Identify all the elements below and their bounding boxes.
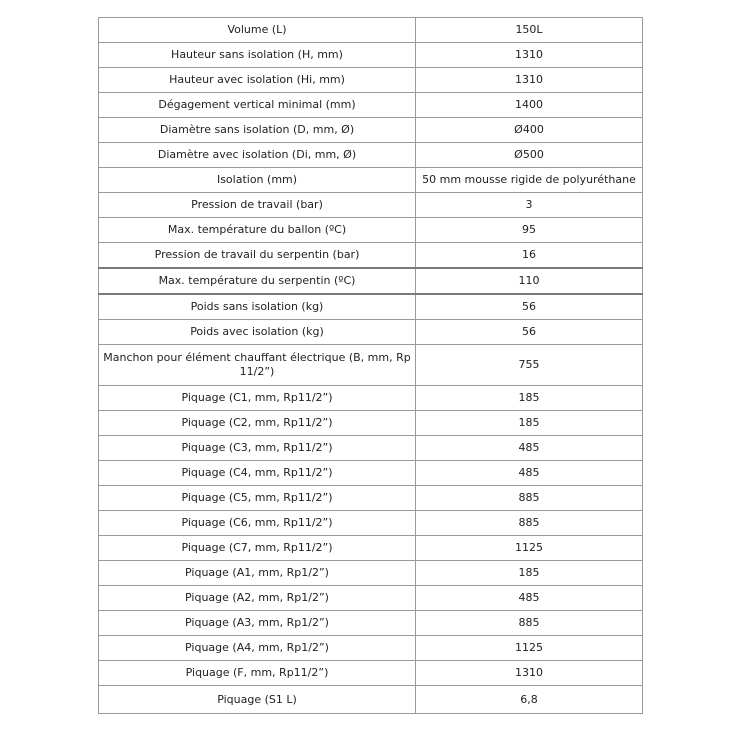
row-label: Diamètre sans isolation (D, mm, Ø) bbox=[99, 118, 416, 143]
row-value: 150L bbox=[416, 18, 643, 43]
row-value: 95 bbox=[416, 218, 643, 243]
table-row bbox=[99, 118, 643, 143]
row-value: 56 bbox=[416, 320, 643, 345]
row-label: Max. température du ballon (ºC) bbox=[99, 218, 416, 243]
table-row bbox=[99, 561, 643, 586]
row-value: 485 bbox=[416, 436, 643, 461]
row-label: Piquage (C5, mm, Rp11/2”) bbox=[99, 486, 416, 511]
row-label: Piquage (C6, mm, Rp11/2”) bbox=[99, 511, 416, 536]
table-row bbox=[99, 586, 643, 611]
row-value: 16 bbox=[416, 243, 643, 269]
row-label: Hauteur sans isolation (H, mm) bbox=[99, 43, 416, 68]
row-label: Piquage (C7, mm, Rp11/2”) bbox=[99, 536, 416, 561]
table-row bbox=[99, 294, 643, 320]
row-label: Piquage (A4, mm, Rp1/2”) bbox=[99, 636, 416, 661]
row-value: 50 mm mousse rigide de polyuréthane bbox=[416, 168, 643, 193]
table-row bbox=[99, 511, 643, 536]
row-value: 110 bbox=[416, 268, 643, 294]
table-row bbox=[99, 345, 643, 386]
row-label: Piquage (A1, mm, Rp1/2”) bbox=[99, 561, 416, 586]
row-value: 755 bbox=[416, 345, 643, 386]
row-value: 885 bbox=[416, 486, 643, 511]
table-row bbox=[99, 536, 643, 561]
row-label: Hauteur avec isolation (Hi, mm) bbox=[99, 68, 416, 93]
table-row bbox=[99, 193, 643, 218]
row-label: Piquage (C3, mm, Rp11/2”) bbox=[99, 436, 416, 461]
table-row bbox=[99, 218, 643, 243]
spec-table bbox=[98, 17, 643, 714]
row-label: Piquage (A3, mm, Rp1/2”) bbox=[99, 611, 416, 636]
row-value: 56 bbox=[416, 294, 643, 320]
table-row bbox=[99, 268, 643, 294]
table-row bbox=[99, 661, 643, 686]
row-value: 885 bbox=[416, 611, 643, 636]
row-value: 185 bbox=[416, 561, 643, 586]
row-value: 1310 bbox=[416, 43, 643, 68]
table-row bbox=[99, 93, 643, 118]
row-value: 1400 bbox=[416, 93, 643, 118]
row-value: Ø500 bbox=[416, 143, 643, 168]
table-row bbox=[99, 168, 643, 193]
table-row bbox=[99, 386, 643, 411]
table-row bbox=[99, 461, 643, 486]
table-row bbox=[99, 68, 643, 93]
row-value: 1125 bbox=[416, 536, 643, 561]
row-label: Dégagement vertical minimal (mm) bbox=[99, 93, 416, 118]
row-label: Volume (L) bbox=[99, 18, 416, 43]
row-label: Poids sans isolation (kg) bbox=[99, 294, 416, 320]
table-row bbox=[99, 43, 643, 68]
table-row bbox=[99, 436, 643, 461]
row-value: Ø400 bbox=[416, 118, 643, 143]
row-label: Pression de travail du serpentin (bar) bbox=[99, 243, 416, 269]
row-label: Piquage (C2, mm, Rp11/2”) bbox=[99, 411, 416, 436]
row-label: Piquage (F, mm, Rp11/2”) bbox=[99, 661, 416, 686]
row-value: 485 bbox=[416, 461, 643, 486]
row-label: Manchon pour élément chauffant électrique (B, mm, Rp 11/2”) bbox=[99, 345, 416, 386]
row-value: 185 bbox=[416, 386, 643, 411]
row-value: 1310 bbox=[416, 68, 643, 93]
row-value: 485 bbox=[416, 586, 643, 611]
row-value: 185 bbox=[416, 411, 643, 436]
table-row bbox=[99, 636, 643, 661]
table-row bbox=[99, 686, 643, 714]
row-label: Poids avec isolation (kg) bbox=[99, 320, 416, 345]
row-label: Pression de travail (bar) bbox=[99, 193, 416, 218]
row-label: Isolation (mm) bbox=[99, 168, 416, 193]
row-value: 1310 bbox=[416, 661, 643, 686]
table-row bbox=[99, 143, 643, 168]
table-row bbox=[99, 411, 643, 436]
row-label: Max. température du serpentin (ºC) bbox=[99, 268, 416, 294]
row-label: Piquage (A2, mm, Rp1/2”) bbox=[99, 586, 416, 611]
row-label: Piquage (C4, mm, Rp11/2”) bbox=[99, 461, 416, 486]
row-label: Diamètre avec isolation (Di, mm, Ø) bbox=[99, 143, 416, 168]
table-row bbox=[99, 18, 643, 43]
row-label: Piquage (S1 L) bbox=[99, 686, 416, 714]
table-row bbox=[99, 486, 643, 511]
row-value: 6,8 bbox=[416, 686, 643, 714]
table-row bbox=[99, 243, 643, 269]
table-row bbox=[99, 320, 643, 345]
row-value: 885 bbox=[416, 511, 643, 536]
row-value: 3 bbox=[416, 193, 643, 218]
table-row bbox=[99, 611, 643, 636]
row-label: Piquage (C1, mm, Rp11/2”) bbox=[99, 386, 416, 411]
row-value: 1125 bbox=[416, 636, 643, 661]
